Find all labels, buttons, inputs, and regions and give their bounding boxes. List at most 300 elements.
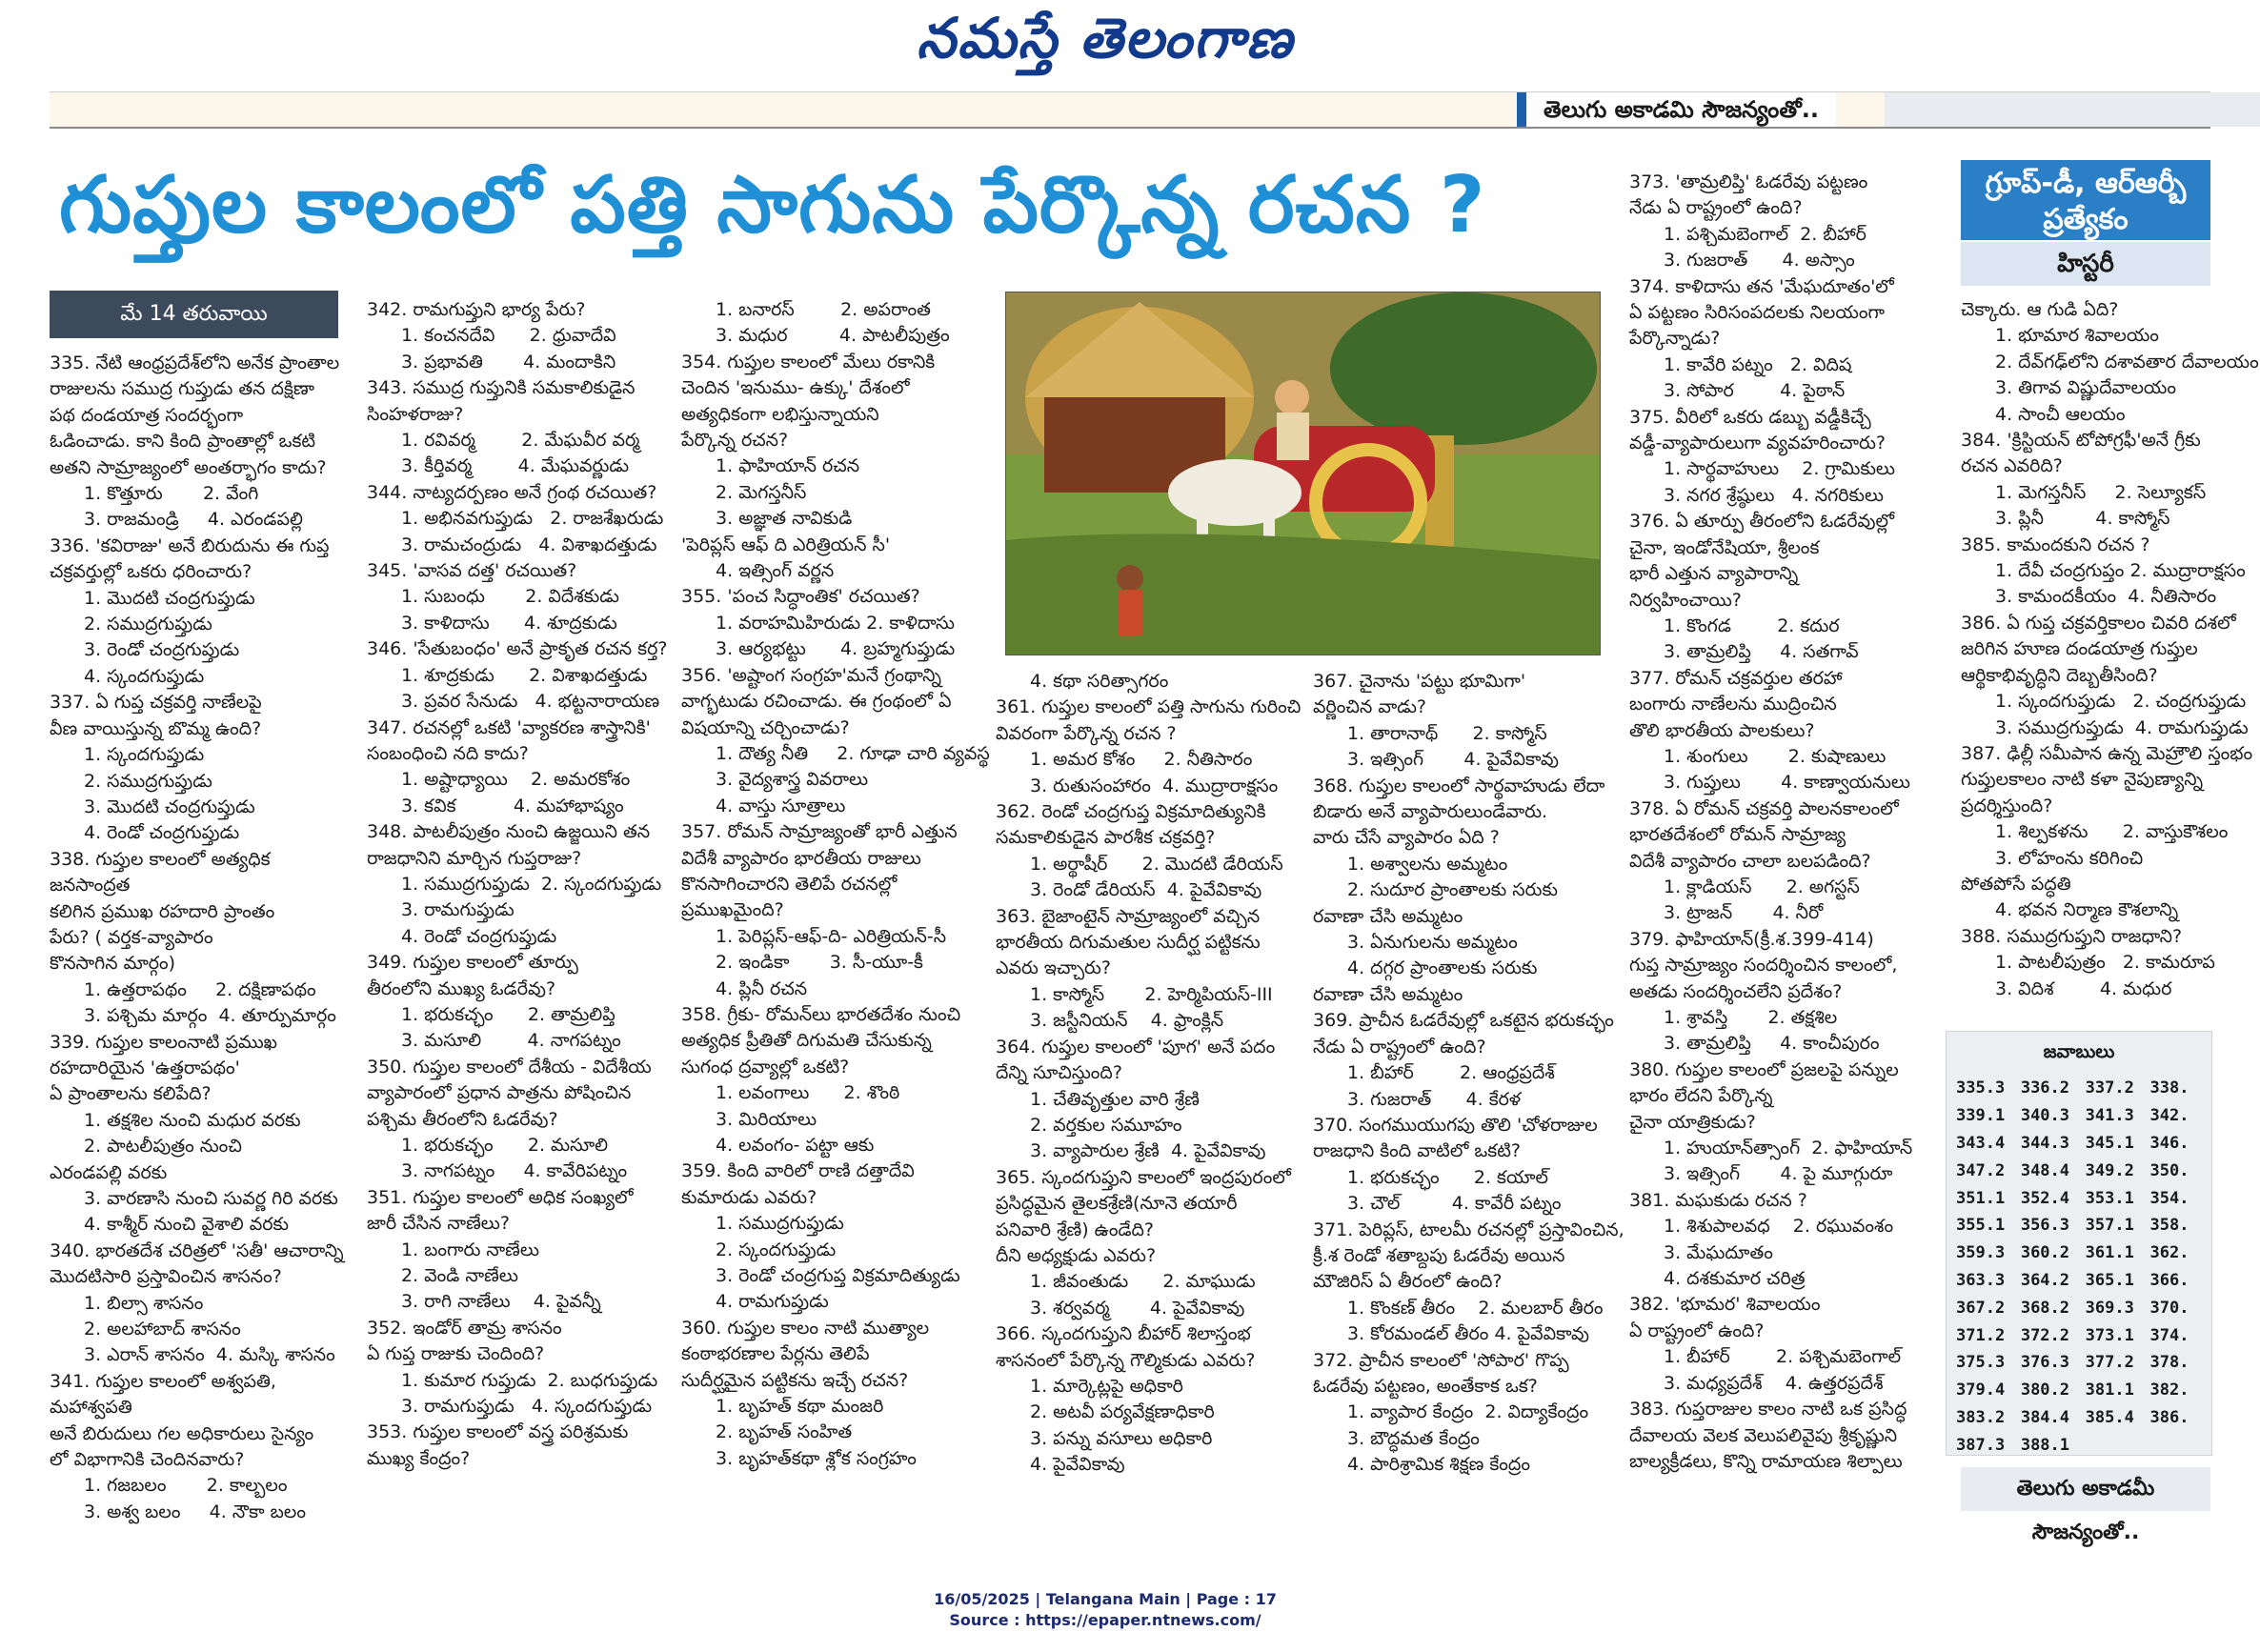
answer-cell: 382. (2149, 1380, 2189, 1400)
question-line: 364. గుప్తుల కాలంలో 'పూగ' అనే పదం (996, 1036, 1276, 1058)
answer-option: 3. రెండో చంద్రగుప్తుడు (84, 639, 240, 661)
side-header-line-2: ప్రత్యేకం (2043, 203, 2129, 236)
answer-option: 1. మార్కెట్లపై అధికారి (1030, 1375, 1183, 1397)
answer-option: 1. అష్టాధ్యాయి 2. అమరకోశం (401, 769, 631, 791)
question-line: బాల్యక్రీడలు, కొన్ని రామాయణ శిల్పాలు (1629, 1450, 1903, 1472)
question-line: 368. గుప్తుల కాలంలో సార్థవాహుడు లేదా (1313, 775, 1605, 796)
answer-option: 3. ఆర్యభట్టు 4. బ్రహ్మగుప్తుడు (716, 638, 956, 660)
answer-option: 3. మధ్యప్రదేశ్ 4. ఉత్తరప్రదేశ్ (1664, 1372, 1884, 1394)
question-line: 366. స్కందగుప్తుని బీహార్ శిలాస్తంభ (996, 1323, 1251, 1345)
answer-cell: 361.1 (2085, 1243, 2134, 1263)
column-3 (681, 297, 996, 1472)
question-line: 385. కామందకుని రచన ? (1961, 534, 2150, 555)
answer-option: 1. అభినవగుప్తుడు 2. రాజశేఖరుడు (401, 508, 664, 530)
answer-option: 3. తామ్రలిప్తి 4. సతగావ్ (1664, 641, 1859, 663)
answer-cell: 372.2 (2020, 1325, 2070, 1345)
answer-option: 1. భరుకచ్ఛం 2. కయాల్ (1347, 1166, 1548, 1188)
answer-option: 3. మొదటి చంద్రగుప్తుడు (84, 796, 255, 817)
question-line: విదేశీ వ్యాపారం భారతీయ రాజులు (681, 847, 921, 869)
question-line: ఓడరేవు పట్టణం, అంతేకాక ఒక? (1313, 1375, 1538, 1397)
answer-option: 4. పారిశ్రామిక శిక్షణ కేంద్రం (1347, 1454, 1530, 1476)
answer-cell: 354. (2149, 1188, 2189, 1208)
answer-option: 1. శిశుపాలవధ 2. రఘువంశం (1664, 1216, 1894, 1238)
answer-option: 3. కాళిదాసు 4. శూద్రకుడు (401, 612, 617, 634)
answer-option: 1. అశ్వాలను అమ్మటం (1347, 853, 1508, 875)
answer-option: 3. ఎరాన్ శాసనం 4. మస్కి శాసనం (84, 1344, 335, 1366)
answer-cell: 337.2 (2085, 1078, 2134, 1098)
answers-row (1956, 1212, 2211, 1239)
question-line: 355. 'పంచ సిద్ధాంతిక' రచయిత? (681, 586, 920, 608)
answer-option: 3. రామగుప్తుడు (401, 899, 515, 921)
question-line: 387. ఢిల్లీ సమీపాన ఉన్న మెహ్రౌలి స్తంభం (1961, 742, 2253, 764)
question-line: కుమారుడు ఎవరు? (681, 1186, 817, 1208)
answer-option: 1. స్కందగుప్తుడు 2. చంద్రగుప్తుడు (1995, 691, 2247, 713)
page-footer-line-2: Source : https://epaper.ntnews.com/ (949, 1611, 1261, 1629)
answer-option: 2. సుదూర ప్రాంతాలకు సరుకు (1347, 879, 1558, 901)
answer-option: 3. విదిశ 4. మధుర (1995, 977, 2172, 999)
question-line: 341. గుప్తుల కాలంలో అశ్వపతి, మహాశ్వపతి (50, 1370, 276, 1419)
answer-option: 3. ప్రభావతి 4. మందాకిని (401, 351, 616, 373)
answer-option: 1. రవివర్మ 2. మేఘవీర వర్మ (401, 430, 640, 452)
answers-row (1956, 1404, 2211, 1432)
answer-option: 2. అలహాబాద్ శాసనం (84, 1319, 241, 1340)
answer-option: 3. సముద్రగుప్తుడు 4. రామగుప్తుడు (1995, 716, 2249, 738)
answer-option: 3. వ్యాపారుల శ్రేణి 4. పైవేవికావు (1030, 1140, 1266, 1162)
question-line: రచన ఎవరిది? (1961, 455, 2063, 477)
answer-option: 1. బృహత్ కథా మంజరి (716, 1396, 884, 1418)
question-line: 337. ఏ గుప్త చక్రవర్తి నాణేలపై (50, 692, 262, 714)
question-line: 353. గుప్తుల కాలంలో వస్త్ర పరిశ్రమకు (367, 1421, 629, 1443)
answer-option: 3. సోపార 4. పైఠాన్ (1664, 380, 1846, 402)
answer-option: 4. భవన నిర్మాణ కౌశలాన్ని (1995, 899, 2179, 921)
question-line: 363. బైజాంటైన్ సామ్రాజ్యంలో వచ్చిన (996, 905, 1261, 927)
answer-option: 3. గుప్తులు 4. కాణ్వాయనులు (1664, 772, 1910, 794)
question-line: 338. గుప్తుల కాలంలో అత్యధిక జనసాంద్రత (50, 848, 271, 897)
answer-cell: 375.3 (1956, 1353, 2006, 1373)
answer-option: 1. సముద్రగుప్తుడు 2. స్కందగుప్తుడు (401, 873, 662, 895)
answer-option: 2. బృహత్ సంహిత (716, 1421, 853, 1443)
question-line: వీణ వాయిస్తున్న బొమ్మ ఉంది? (50, 717, 262, 739)
column-4 (996, 669, 1310, 1479)
question-line: పేర్కొన్న రచన? (681, 430, 789, 452)
answer-cell: 339.1 (1956, 1106, 2006, 1126)
question-line: 357. రోమన్ సామ్రాజ్యంతో భారీ ఎత్తున (681, 821, 958, 843)
answer-cell: 383.2 (1956, 1407, 2006, 1427)
question-line: నేడు ఏ రాష్ట్రంలో ఉంది? (1313, 1036, 1486, 1058)
answer-cell: 343.4 (1956, 1133, 2006, 1153)
column-2 (367, 297, 681, 1472)
answer-cell: 353.1 (2085, 1188, 2134, 1208)
answer-option: 4. ప్లినీ రచన (716, 977, 808, 999)
answer-cell: 335.3 (1956, 1078, 2006, 1098)
answer-option: 1. కావేరి పట్నం 2. విదిష (1664, 353, 1852, 375)
answer-cell: 377.2 (2085, 1353, 2134, 1373)
answer-option: 3. కోరమండల్ తీరం 4. పైవేవికావు (1347, 1323, 1590, 1345)
page-footer (0, 1589, 2210, 1631)
answer-option: 1. వ్యాపార కేంద్రం 2. విద్యాకేంద్రం (1347, 1401, 1589, 1423)
answer-option: 1. కొంకణ్ తీరం 2. మలబార్ తీరం (1347, 1297, 1604, 1319)
answer-option: 2. ఇండికా 3. సీ-యూ-కీ (716, 952, 923, 974)
answers-row (1956, 1130, 2211, 1158)
answer-option: 1. మొదటి చంద్రగుప్తుడు (84, 587, 255, 609)
question-line: అత్యధికంగా లభిస్తున్నాయని (681, 403, 879, 425)
question-line: 339. గుప్తుల కాలంనాటి ప్రముఖ (50, 1031, 278, 1053)
answer-option: 3. ఇత్సింగ్ 4. పై మూగ్గురూ (1664, 1163, 1893, 1185)
answer-option: 1. సుబంధు 2. విదేశకుడు (401, 586, 619, 608)
question-line: 376. ఏ తూర్పు తీరంలోని ఓడరేవుల్లో (1629, 511, 1895, 533)
answer-option: 4. కథా సరిత్సాగరం (1030, 671, 1169, 692)
answer-cell: 352.4 (2020, 1188, 2070, 1208)
answer-option: 1. కాస్మోస్ 2. హెర్మిపియస్-III (1030, 983, 1273, 1005)
answer-option: 4. దగ్గర ప్రాంతాలకు సరుకు (1347, 957, 1538, 979)
question-line: 374. కాళిదాసు తన 'మేఘదూతం'లో (1629, 275, 1894, 297)
question-line: కలిగిన ప్రముఖ రహదారి ప్రాంతం (50, 900, 275, 922)
answer-option: 3. పన్ను వసూలు అధికారి (1030, 1427, 1213, 1449)
answers-title: జవాబులు (2043, 1041, 2115, 1062)
question-line: లో విభాగానికి చెందినవారు? (50, 1449, 245, 1471)
question-line: పోతపోసే పద్ధతి (1961, 873, 2071, 895)
question-line: వివరంగా పేర్కొన్న రచన ? (996, 722, 1177, 744)
question-line: ప్రముఖమైంది? (681, 899, 784, 921)
bullock-cart-illustration (1005, 292, 1601, 655)
answers-box (1946, 1031, 2212, 1456)
answer-option: 1. అర్థాషీర్ 2. మొదటి డేరియస్ (1030, 853, 1283, 875)
question-line: పేర్కొన్నాడు? (1629, 328, 1721, 350)
answer-option: 3. మేఘదూతం (1664, 1241, 1773, 1263)
question-line: 356. 'అష్టాంగ సంగ్రహ'మనే గ్రంథాన్ని (681, 664, 941, 686)
question-line: ఏ రాష్ట్రంలో ఉంది? (1629, 1320, 1765, 1341)
answer-option: 1. పెరిప్లస్-ఆఫ్-ది- ఎరిత్రియన్-సీ (716, 925, 947, 947)
answers-row (1956, 1321, 2211, 1349)
answer-cell: 368.2 (2020, 1298, 2070, 1318)
question-line: ఏ గుప్త రాజుకు చెందింది? (367, 1343, 545, 1365)
question-line: నిర్వహించాయి? (1629, 589, 1742, 611)
answer-option: 3. రాగి నాణేలు 4. పైవన్నీ (401, 1291, 601, 1313)
answer-option: 1. శిల్పకళను 2. వాస్తుకౌశలం (1995, 821, 2229, 843)
question-line: ప్రసిద్ధమైన తైలకశ్రేణి(నూనె తయారీ (996, 1193, 1238, 1215)
question-line: భారతీయ దిగుమతుల సుదీర్ఘ పట్టికను (996, 932, 1261, 954)
answer-option: 3. బృహత్‌కథా శ్లోక సంగ్రహం (716, 1447, 917, 1469)
answer-option: 3. చౌల్ 4. కావేరీ పట్నం (1347, 1193, 1562, 1215)
answer-cell: 365.1 (2085, 1270, 2134, 1290)
question-line: బిడారు అనే వ్యాపారులుండేవారు. (1313, 801, 1548, 823)
answer-option: 3. మసూలి 4. నాగపట్నం (401, 1030, 621, 1052)
question-line: రవాణా చేసి అమ్మటం (1313, 983, 1463, 1005)
answer-option: 3. తామ్రలిప్తి 4. కాంచీపురం (1664, 1033, 1880, 1055)
question-line: వాగ్భటుడు రచించాడు. ఈ గ్రంథంలో ఏ (681, 691, 952, 713)
answer-option: 3. నగర శ్రేష్ఠులు 4. నగరికులు (1664, 484, 1885, 506)
answer-cell: 366. (2149, 1270, 2189, 1290)
question-line: జరిగిన హూణ దండయాత్ర గుప్తుల (1961, 638, 2198, 660)
answers-row (1956, 1102, 2211, 1130)
question-line: అతని సామ్రాజ్యంలో అంతర్భాగం కాదు? (50, 456, 327, 478)
answer-option: 3. బౌద్ధమత కేంద్రం (1347, 1427, 1480, 1449)
answer-cell: 345.1 (2085, 1133, 2134, 1153)
answer-cell: 373.1 (2085, 1325, 2134, 1345)
answer-cell: 379.4 (1956, 1380, 2006, 1400)
question-line: భారీ ఎత్తున వ్యాపారాన్ని (1629, 563, 1799, 585)
question-line: పథ దండయాత్ర సందర్భంగా (50, 404, 244, 426)
question-line: 361. గుప్తుల కాలంలో పత్తి సాగును గురించి (996, 696, 1302, 718)
answer-cell: 370. (2149, 1298, 2189, 1318)
question-line: 365. స్కందగుప్తుని కాలంలో ఇంద్రపురంలో (996, 1166, 1291, 1188)
answer-option: 1. జీవంతుడు 2. మాఘుడు (1030, 1271, 1256, 1293)
question-line: వ్యాపారంలో ప్రధాన పాత్రను పోషించిన (367, 1082, 632, 1104)
answer-option: 3. శర్వవర్మ 4. పైవేవికావు (1030, 1297, 1245, 1319)
question-line: పేరు? ( వర్తక-వ్యాపారం (50, 926, 213, 948)
answer-cell: 384.4 (2020, 1407, 2070, 1427)
answer-option: 1. క్లాడియస్ 2. అగస్టస్ (1664, 876, 1860, 897)
answer-cell: 350. (2149, 1160, 2189, 1180)
answer-option: 3. కామందకీయం 4. నీతిసారం (1995, 586, 2217, 608)
question-line: చెక్కారు. ఆ గుడి ఏది? (1961, 299, 2119, 320)
question-line: పనివారి శ్రేణి) ఉండేది? (996, 1219, 1155, 1240)
question-line: 349. గుప్తుల కాలంలో తూర్పు (367, 952, 578, 974)
question-line: 377. రోమన్ చక్రవర్తుల తరహా (1629, 667, 1843, 689)
answer-option: 3. ట్రాజన్ 4. నీరో (1664, 902, 1824, 924)
answer-option: 2. మెగస్తనీస్ (716, 481, 807, 503)
question-line: 354. గుప్తుల కాలంలో మేలు రకానికి (681, 351, 936, 373)
question-line: వర్ణించిన వాడు? (1313, 696, 1426, 718)
answer-cell: 371.2 (1956, 1325, 2006, 1345)
question-line: చెందిన 'ఇనుము- ఉక్కు' దేశంలో (681, 377, 910, 399)
question-line: నేడు ఏ రాష్ట్రంలో ఉంది? (1629, 197, 1803, 219)
answer-option: 1. ఫాహియాన్ రచన (716, 455, 860, 477)
answer-option: 4. స్కందగుప్తుడు (84, 665, 205, 687)
question-line: ఏ పట్టణం సిరిసంపదలకు నిలయంగా (1629, 302, 1885, 324)
answer-option: 3. తిగావ విష్ణుదేవాలయం (1995, 377, 2176, 399)
side-section-header (1961, 160, 2210, 240)
answer-option: 1. దేవీ చంద్రగుప్తం 2. ముద్రారాక్షసం (1995, 560, 2246, 582)
question-line: తొలి భారతీయ పాలకులు? (1629, 719, 1815, 741)
question-line: 384. 'క్రిస్టియన్ టోపోగ్రఫీ'అనే గ్రీకు (1961, 430, 2201, 452)
answer-cell: 356.3 (2020, 1216, 2070, 1236)
top-strip (50, 91, 2210, 129)
question-line: 340. భారతదేశ చరిత్రలో 'సతీ' ఆచారాన్ని (50, 1239, 344, 1261)
answer-option: 3. ప్రవర సేనుడు 4. భట్టనారాయణ (401, 691, 660, 713)
answer-option: 1. బీహార్ 2. పశ్చిమబెంగాల్ (1664, 1346, 1902, 1368)
question-line: భారం లేదని పేర్కొన్న (1629, 1085, 1773, 1107)
answers-row (1956, 1157, 2211, 1184)
column-1 (50, 351, 345, 1525)
question-line: గుప్తులకాలం నాటి కళా నైపుణ్యాన్ని (1961, 769, 2204, 791)
answer-cell: 376.3 (2020, 1353, 2070, 1373)
answer-cell: 374. (2149, 1325, 2189, 1345)
answers-row (1956, 1294, 2211, 1321)
answer-option: 2. దేవ్‌గఢ్‌లోని దశావతార దేవాలయం (1995, 351, 2259, 373)
question-line: బంగారు నాణేలను ముద్రించిన (1629, 694, 1837, 715)
answer-option: 1. బిల్సా శాసనం (84, 1292, 204, 1314)
answers-row (1956, 1184, 2211, 1212)
answer-option: 1. బనారస్ 2. అపరాంత (716, 299, 931, 320)
side-header-line-1: గ్రూప్-డీ, ఆర్ఆర్బీ (1985, 167, 2187, 200)
answer-option: 4. పైవేవికావు (1030, 1454, 1125, 1476)
question-line: తీరంలోని ముఖ్య ఓడరేవు? (367, 977, 556, 999)
answer-option: 1. పశ్చిమబెంగాల్ 2. బీహార్ (1664, 223, 1867, 245)
answer-option: 1. చేతివృత్తుల వారి శ్రేణి (1030, 1088, 1200, 1110)
answer-option: 1. శూద్రకుడు 2. విశాఖదత్తుడు (401, 664, 648, 686)
question-line: సుదీర్ఘమైన పట్టికను ఇచ్చే రచన? (681, 1369, 909, 1391)
question-line: సమకాలికుడైన పారశీక చక్రవర్తి? (996, 827, 1216, 849)
column-5 (1313, 669, 1627, 1479)
answer-option: 3. రామగుప్తుడు 4. స్కందగుప్తుడు (401, 1396, 653, 1418)
question-line: రవాణా చేసి అమ్మటం (1313, 905, 1463, 927)
question-line: ప్రదర్శిస్తుంది? (1961, 795, 2053, 816)
answer-option: 3. పశ్చిమ మార్గం 4. తూర్పుమార్గం (84, 1005, 336, 1027)
question-line: విదేశీ వ్యాపారం చాలా బలపడింది? (1629, 850, 1871, 872)
question-line: 388. సముద్రగుప్తుని రాజధాని? (1961, 925, 2183, 947)
footer-credit: తెలుగు అకాడమీ సౌజన్యంతో.. (1961, 1467, 2210, 1511)
question-line: అనే బిరుదులు గల అధికారులు సైన్యం (50, 1422, 314, 1444)
answer-cell: 378. (2149, 1353, 2189, 1373)
question-line: కొనసాగించారని తెలిపే రచనల్లో (681, 873, 898, 895)
answer-option: 4. రెండో చంద్రగుప్తుడు (84, 822, 240, 844)
question-line: 372. ప్రాచీన కాలంలో 'సోపార' గొప్ప (1313, 1349, 1569, 1371)
answers-row (1956, 1349, 2211, 1377)
answer-option: 1. ఉత్తరాపథం 2. దక్షిణాపథం (84, 978, 316, 1000)
answer-option: 4. వాస్తు సూత్రాలు (716, 795, 846, 816)
answer-option: 4. రామగుప్తుడు (716, 1291, 829, 1313)
answer-option: 3. కీర్తివర్మ 4. మేఘవర్ణుడు (401, 455, 630, 477)
answer-option: 2. సముద్రగుప్తుడు (84, 614, 212, 635)
answer-option: 2. వర్తకుల సమూహం (1030, 1114, 1182, 1136)
answer-option: 4. లవంగం- పట్టా ఆకు (716, 1135, 875, 1156)
answer-cell: 355.1 (1956, 1216, 2006, 1236)
question-line: విషయాన్ని చర్చించాడు? (681, 716, 850, 738)
answer-option: 1. భూమార శివాలయం (1995, 325, 2159, 347)
question-line: 350. గుప్తుల కాలంలో దేశీయ - విదేశీయ (367, 1056, 652, 1078)
answer-cell: 385.4 (2085, 1407, 2134, 1427)
answer-cell: 362. (2149, 1243, 2189, 1263)
question-line: జారీ చేసిన నాణేలు? (367, 1213, 510, 1235)
answer-option: 1. సార్థవాహులు 2. గ్రామికులు (1664, 458, 1895, 480)
answers-row (1956, 1377, 2211, 1404)
answer-cell: 359.3 (1956, 1243, 2006, 1263)
answers-row (1956, 1239, 2211, 1267)
answer-cell (2149, 1431, 2211, 1459)
answer-option: 1. భరుకచ్ఛం 2. తామ్రలిప్తి (401, 1003, 615, 1025)
page-footer-line-1: 16/05/2025 | Telangana Main | Page : 17 (934, 1590, 1277, 1608)
answer-cell: 367.2 (1956, 1298, 2006, 1318)
answer-option: 1. తక్షశిల నుంచి మధుర వరకు (84, 1109, 301, 1131)
answer-option: 1. అమర కోశం 2. నీతిసారం (1030, 749, 1253, 771)
answer-option: 1. శ్రావస్తి 2. తక్షశిల (1664, 1007, 1838, 1028)
answer-option: 3. గుజరాత్ 4. కేరళ (1347, 1088, 1522, 1110)
answer-option: 4. దశకుమార చరిత్ర (1664, 1268, 1806, 1290)
column-6 (1629, 170, 1944, 1475)
question-line: రాజధానిని మార్చిన గుప్తరాజు? (367, 847, 582, 869)
question-line: రాజులను సముద్ర గుప్తుడు తన దక్షిణా (50, 378, 314, 400)
answer-option: 3. లోహంను కరిగించి (1995, 847, 2144, 869)
masthead (0, 0, 2210, 86)
question-line: రహదారియైన 'ఉత్తరాపథం' (50, 1057, 240, 1078)
answer-cell: 346. (2149, 1133, 2189, 1153)
question-line: కంఠాభరణాల పేర్లను తెలిపే (681, 1343, 870, 1365)
question-line: 348. పాటలీపుత్రం నుంచి ఉజ్జయిని తన (367, 821, 651, 843)
answer-cell: 381.1 (2085, 1380, 2134, 1400)
newspaper-logo: నమస్తే తెలంగాణ (917, 6, 1294, 71)
answer-option: 3. రెండో చంద్రగుప్త విక్రమాదిత్యుడు (716, 1265, 960, 1287)
answer-option: 1. దౌత్య నీతి 2. గూఢా చారి వ్యవస్థ (716, 742, 990, 764)
question-line: మౌజిరిస్ ఏ తీరంలో ఉంది? (1313, 1271, 1503, 1293)
question-line: దేన్ని సూచిస్తుంది? (996, 1062, 1122, 1084)
question-line: 369. ప్రాచీన ఓడరేవుల్లో ఒకటైన భరుకచ్ఛం (1313, 1010, 1614, 1032)
question-line: 345. 'వాసవ దత్త' రచయిత? (367, 560, 577, 582)
question-line: ఓడించాడు. కాని కింది ప్రాంతాల్లో ఒకటి (50, 431, 316, 453)
question-line: పశ్చిమ తీరంలోని ఓడరేవు? (367, 1108, 558, 1130)
question-line: ఆర్థికాభివృద్ధిని దెబ్బతీసింది? (1961, 664, 2158, 686)
question-line: ఏ ప్రాంతాలను కలిపేది? (50, 1083, 212, 1105)
page-headline: గుప్తుల కాలంలో పత్తి సాగును పేర్కొన్న రచన ? (59, 160, 1486, 251)
answer-cell: 347.2 (1956, 1160, 2006, 1180)
answer-option: 4. రెండో చంద్రగుప్తుడు (401, 925, 557, 947)
question-line: 346. 'సేతుబంధం' అనే ప్రాకృత రచన కర్త? (367, 638, 668, 660)
question-line: కొనసాగిన మార్గం) (50, 953, 176, 975)
answer-cell: 369.3 (2085, 1298, 2134, 1318)
strip-partial-text (1885, 92, 2260, 127)
answer-option: 1. కంచనదేవి 2. ధ్రువాదేవి (401, 325, 616, 347)
answer-option: 3. కవిక 4. మహాభాష్యం (401, 795, 624, 816)
answers-row (1956, 1267, 2211, 1295)
question-line: 'పెరిప్లస్ ఆఫ్ ది ఎరిత్రియన్ సీ' (681, 534, 891, 555)
answer-option: 1. తారానాథ్ 2. కాస్మోస్ (1347, 722, 1547, 744)
question-line: 381. మఘకుడు రచన ? (1629, 1189, 1807, 1211)
answer-option: 2. అటవీ పర్యవేక్షణాధికారి (1030, 1401, 1215, 1423)
answer-cell: 342. (2149, 1106, 2189, 1126)
answer-cell: 360.2 (2020, 1243, 2070, 1263)
answer-cell: 357.1 (2085, 1216, 2134, 1236)
question-line: దేవాలయ వెలక వెలుపలివైపు శ్రీకృష్ణుని (1629, 1424, 1898, 1446)
painting-image (1006, 292, 1600, 655)
question-line: 352. ఇండోర్ తామ్ర శాసనం (367, 1317, 562, 1339)
answer-cell (2086, 1431, 2150, 1459)
question-line: 344. నాట్యదర్పణం అనే గ్రంథ రచయిత? (367, 481, 657, 503)
answer-option: 1. శుంగులు 2. కుషాణులు (1664, 745, 1887, 767)
answer-option: 3. రాజమండ్రి 4. ఎరండపల్లి (84, 509, 303, 531)
question-line: భారతదేశంలో రోమన్ సామ్రాజ్య (1629, 824, 1846, 846)
question-line: ఎవరు ఇచ్చారు? (996, 957, 1111, 979)
question-line: దీని అధ్యక్షుడు ఎవరు? (996, 1244, 1157, 1266)
answer-cell: 351.1 (1956, 1188, 2006, 1208)
question-line: 382. 'భూమర' శివాలయం (1629, 1294, 1821, 1316)
answer-option: 1. సముద్రగుప్తుడు (716, 1213, 844, 1235)
answer-cell: 340.3 (2020, 1106, 2070, 1126)
strip-credit: తెలుగు అకాడమి సౌజన్యంతో.. (1517, 92, 1836, 127)
question-line: 375. వీరిలో ఒకరు డబ్బు వడ్డీకిచ్చే (1629, 406, 1871, 428)
question-line: 360. గుప్తుల కాలం నాటి ముత్యాల (681, 1317, 930, 1339)
answers-table (1956, 1075, 2211, 1459)
answer-option: 3. రామచంద్రుడు 4. విశాఖదత్తుడు (401, 534, 657, 555)
question-line: 370. సంగముయుగపు తొలి 'చోళరాజుల (1313, 1114, 1598, 1136)
side-subheader: హిస్టరీ (1961, 242, 2210, 286)
answer-option: 3. వారణాసి నుంచి సువర్ణ గిరి వరకు (84, 1188, 338, 1209)
question-line: 383. గుప్తరాజుల కాలం నాటి ఒక ప్రసిద్ధ (1629, 1399, 1907, 1420)
answer-option: 3. ఏనుగులను అమ్మటం (1347, 932, 1518, 954)
answer-option: 3. జస్టీనియన్ 4. ఫ్రాంక్లిన్ (1030, 1010, 1224, 1032)
answer-option: 1. బీహార్ 2. ఆంధ్రప్రదేశ్ (1347, 1062, 1555, 1084)
question-line: అత్యధిక ప్రీతితో దిగుమతి చేసుకున్న (681, 1030, 932, 1052)
question-line: 371. పెరిప్లస్, టాలమీ రచనల్లో ప్రస్తావించిన, (1313, 1219, 1624, 1240)
question-line: సంబంధించి నది కాదు? (367, 742, 529, 764)
column-7 (1961, 297, 2259, 1002)
answer-cell: 349.2 (2085, 1160, 2134, 1180)
answer-option: 3. గుజరాత్ 4. అస్సాం (1664, 250, 1855, 272)
question-line: 343. సముద్ర గుప్తునికి సమకాలికుడైన (367, 377, 636, 399)
answer-option: 1. బంగారు నాణేలు (401, 1239, 539, 1260)
question-line: అతడు సందర్శించలేని ప్రదేశం? (1629, 980, 1843, 1002)
answer-option: 2. సముద్రగుప్తుడు (84, 770, 212, 792)
answer-cell: 341.3 (2085, 1106, 2134, 1126)
